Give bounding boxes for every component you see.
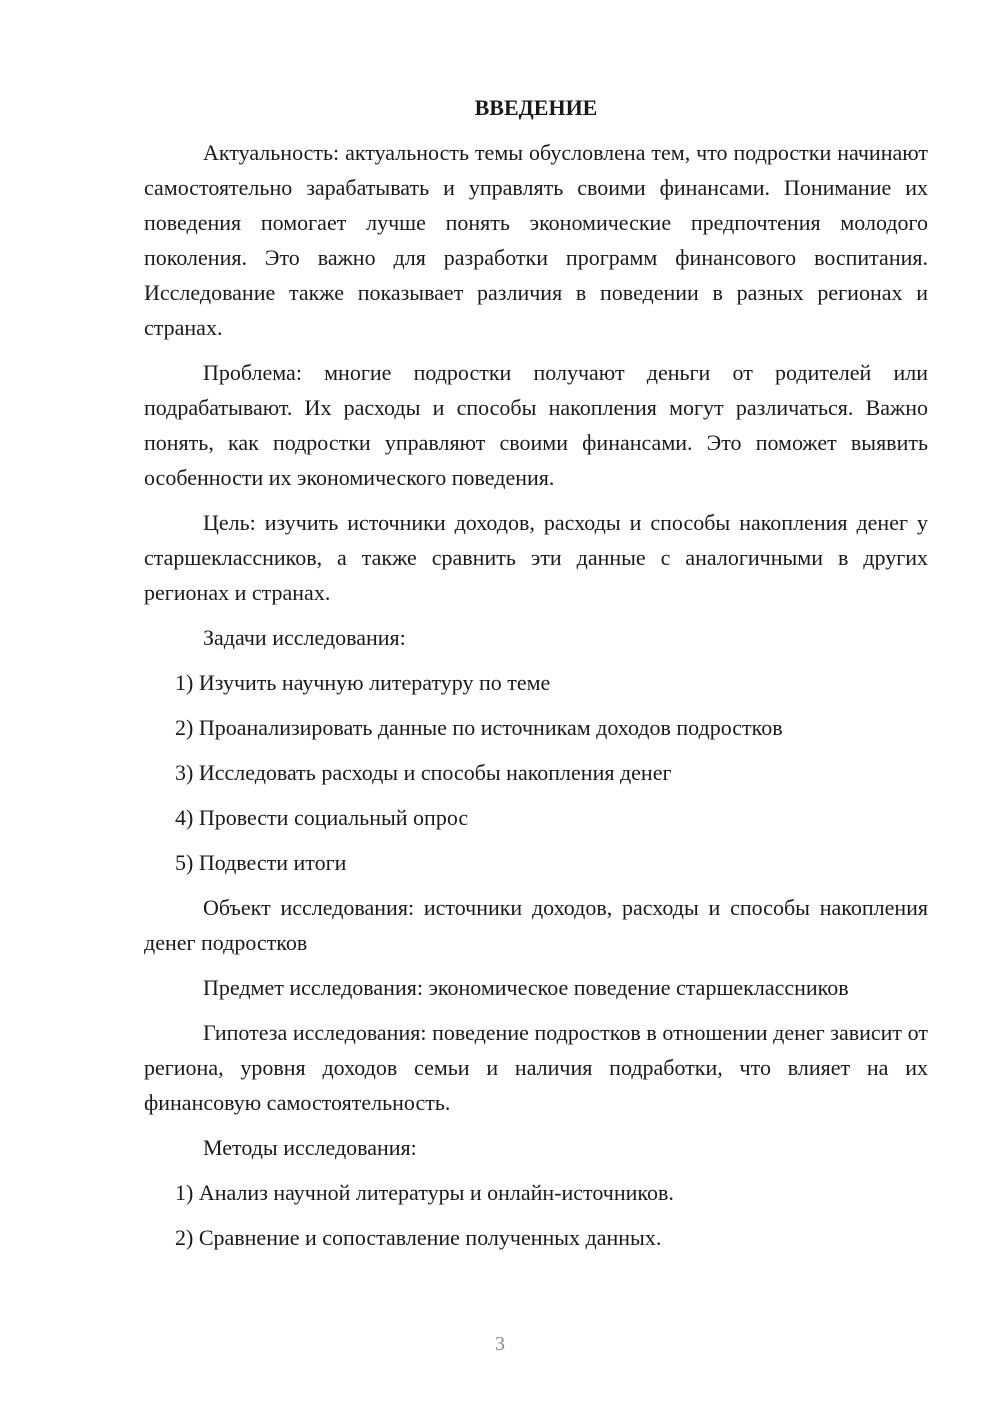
- relevance-paragraph: Актуальность: актуальность темы обусловлена тем, что подростки начинают самостоятельно зарабатывать и управлять своими финансами. Понимание их поведения помогает лучше понять экономические предпочтения молодого поколения. Это важно для разработки программ финансового воспитания. Исследование также показывает различия в поведении в разных регионах и странах.: [144, 140, 928, 340]
- object-paragraph: Объект исследования: источники доходов, расходы и способы накопления денег подростков: [144, 895, 928, 955]
- problem-paragraph: Проблема: многие подростки получают деньги от родителей или подрабатывают. Их расходы и способы накопления могут различаться. Важно понять, как подростки управляют своими финансами. Это поможет выявить особенности их экономического поведения.: [144, 360, 928, 490]
- subject-paragraph: Предмет исследования: экономическое поведение старшеклассников: [203, 975, 849, 1000]
- section-heading: ВВЕДЕНИЕ: [474, 95, 598, 120]
- hypothesis-paragraph: Гипотеза исследования: поведение подростков в отношении денег зависит от региона, уровня доходов семьи и наличия подработки, что влияет на их финансовую самостоятельность.: [144, 1020, 928, 1115]
- method-item-1: 1) Анализ научной литературы и онлайн-источников.: [175, 1180, 674, 1205]
- task-item-4: 4) Провести социальный опрос: [175, 805, 469, 830]
- tasks-list: [144, 665, 928, 880]
- goal-paragraph: Цель: изучить источники доходов, расходы и способы накопления денег у старшеклассников, а также сравнить эти данные с аналогичными в других регионах и странах.: [144, 510, 928, 605]
- task-item-5: 5) Подвести итоги: [175, 850, 347, 875]
- task-item-2: 2) Проанализировать данные по источникам доходов подростков: [175, 715, 783, 740]
- tasks-heading: Задачи исследования:: [203, 625, 406, 650]
- method-item-2: 2) Сравнение и сопоставление полученных данных.: [175, 1225, 662, 1250]
- methods-heading: Методы исследования:: [203, 1135, 417, 1160]
- page-content: [144, 90, 928, 1265]
- task-item-3: 3) Исследовать расходы и способы накопления денег: [175, 760, 672, 785]
- methods-list: [144, 1175, 928, 1255]
- task-item-1: 1) Изучить научную литературу по теме: [175, 670, 551, 695]
- page-number: 3: [495, 1333, 505, 1355]
